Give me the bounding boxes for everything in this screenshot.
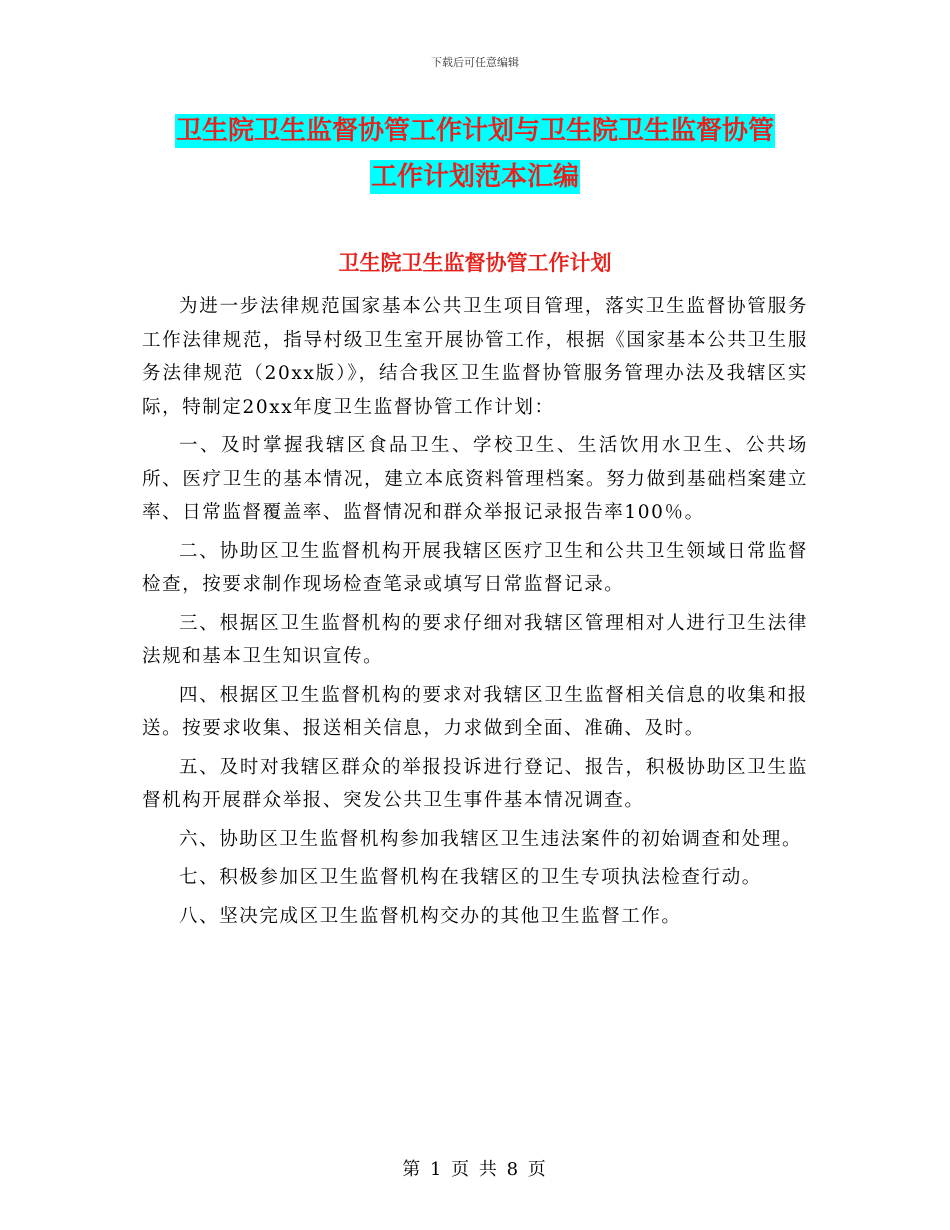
paragraph-item-7: 七、积极参加区卫生监督机构在我辖区的卫生专项执法检查行动。 <box>179 867 762 888</box>
paragraph-item-8: 八、坚决完成区卫生监督机构交办的其他卫生监督工作。 <box>179 905 682 927</box>
paragraph-item-5: 五、及时对我辖区群众的举报投诉进行登记、报告，积极协助区卫生监督机构开展群众举报、突发公共卫生事件基本情况调查。 <box>142 756 808 811</box>
document-title-line-1: 卫生院卫生监督协管工作计划与卫生院卫生监督协管 <box>175 116 774 146</box>
paragraph-item-6: 六、协助区卫生监督机构参加我辖区卫生违法案件的初始调查和处理。 <box>179 828 803 850</box>
paragraph-intro: 为进一步法律规范国家基本公共卫生项目管理，落实卫生监督协管服务工作法律规范，指导村级卫生室开展协管工作，根据《国家基本公共卫生服务法律规范（20xx版）》，结合我区卫生监督协管服务管理办法及我辖区实际，特制定20xx年度卫生监督协管工作计划： <box>142 296 808 418</box>
paragraph-item-4: 四、根据区卫生监督机构的要求对我辖区卫生监督相关信息的收集和报送。按要求收集、报送相关信息，力求做到全面、准确、及时。 <box>142 684 808 739</box>
paragraph-item-2: 二、协助区卫生监督机构开展我辖区医疗卫生和公共卫生领域日常监督检查，按要求制作现场检查笔录或填写日常监督记录。 <box>142 540 808 595</box>
page-number-footer: 第 1 页 共 8 页 <box>402 1159 548 1180</box>
document-title <box>140 108 810 200</box>
document-body <box>142 290 808 938</box>
header-note: 下载后可任意编辑 <box>431 56 519 69</box>
paragraph-item-1: 一、及时掌握我辖区食品卫生、学校卫生、生活饮用水卫生、公共场所、医疗卫生的基本情况，建立本底资料管理档案。努力做到基础档案建立率、日常监督覆盖率、监督情况和群众举报记录报告率100％。 <box>142 435 808 523</box>
section-title: 卫生院卫生监督协管工作计划 <box>338 251 612 275</box>
paragraph-item-3: 三、根据区卫生监督机构的要求仔细对我辖区管理相对人进行卫生法律法规和基本卫生知识宣传。 <box>142 612 808 667</box>
document-title-line-2: 工作计划范本汇编 <box>370 162 579 192</box>
